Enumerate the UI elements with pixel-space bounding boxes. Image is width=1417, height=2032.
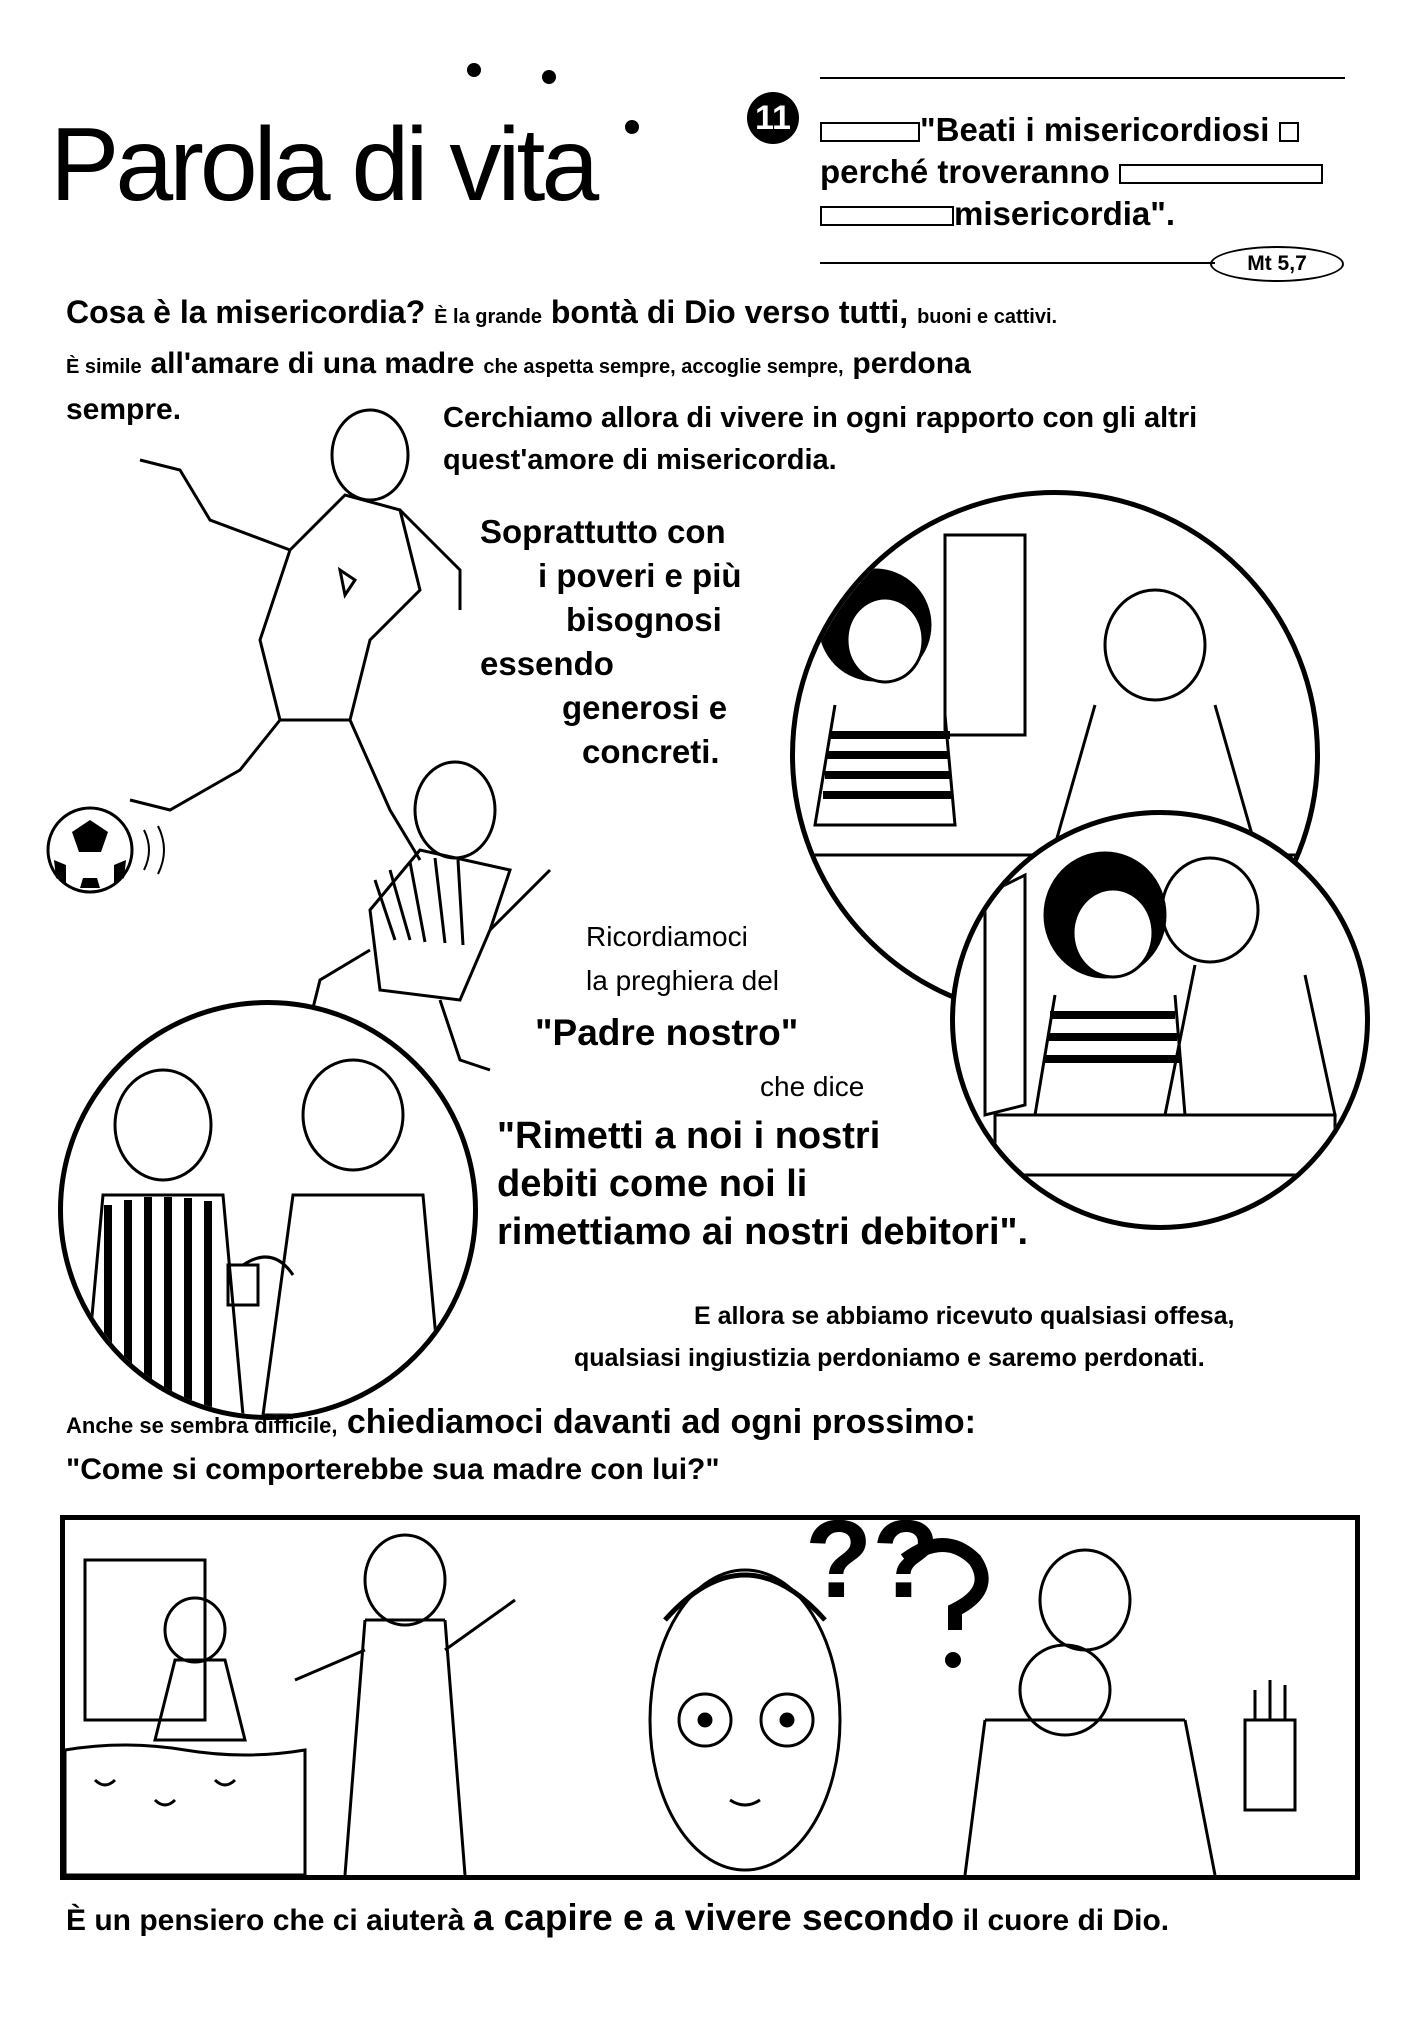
question-line-2: "Come si comporterebbe sua madre con lui?" xyxy=(66,1453,720,1486)
boys-scene xyxy=(63,1005,473,1415)
prayer-line-6: debiti come noi li xyxy=(497,1163,808,1205)
verse-line-1: "Beati i misericordiosi xyxy=(820,110,1299,150)
family-scene xyxy=(65,1520,1355,1875)
intro-line-2: È simile all'amare di una madre che aspetta sempre, accoglie sempre, perdona xyxy=(66,347,971,380)
prayer-line-7: rimettiamo ai nostri debitori". xyxy=(497,1211,1029,1253)
logo-dot-2 xyxy=(542,70,556,84)
block-poor: Soprattutto con i poveri e più bisognosi essendo generosi e concreti. xyxy=(480,513,742,770)
intro-line-4: quest'amore di misericordia. xyxy=(443,444,837,476)
logo-dot-1 xyxy=(467,63,481,77)
computer-scene xyxy=(955,815,1365,1225)
logo-text: Parola di vita xyxy=(50,107,596,223)
illustration-circle-computer xyxy=(950,810,1370,1230)
blank-box xyxy=(820,206,954,226)
issue-number: 11 xyxy=(755,99,791,137)
logo-dot-3 xyxy=(625,120,639,134)
prayer-line-4: che dice xyxy=(760,1071,865,1102)
blank-box xyxy=(820,122,920,142)
verse-reference: Mt 5,7 xyxy=(1210,246,1344,282)
offense-line-2: qualsiasi ingiustizia perdoniamo e saremo perdonati. xyxy=(574,1344,1205,1372)
question-line-1: Anche se sembra difficile, chiediamoci davanti ad ogni prossimo: xyxy=(66,1403,977,1441)
blank-square xyxy=(1279,122,1299,142)
verse-line-3: misericordia". xyxy=(820,194,1175,234)
bottom-illustration-panel xyxy=(60,1515,1360,1880)
header-rule-top xyxy=(820,77,1345,79)
prayer-line-3: "Padre nostro" xyxy=(535,1012,799,1053)
prayer-line-1: Ricordiamoci xyxy=(586,921,748,952)
blank-box xyxy=(1119,164,1323,184)
header-rule-bottom xyxy=(820,262,1215,264)
issue-badge xyxy=(747,92,799,144)
intro-line-1: Cosa è la misericordia? È la grande bontà di Dio verso tutti, buoni e cattivi. xyxy=(66,294,1058,330)
footer-line: È un pensiero che ci aiuterà a capire e a vivere secondo il cuore di Dio. xyxy=(66,1897,1170,1938)
offense-line-1: E allora se abbiamo ricevuto qualsiasi offesa, xyxy=(694,1302,1235,1330)
prayer-line-2: la preghiera del xyxy=(586,965,780,996)
question-marks: ?? xyxy=(805,1515,940,1621)
intro-line-3b: Cerchiamo allora di vivere in ogni rapporto con gli altri xyxy=(443,402,1198,434)
intro-line-3a: sempre. xyxy=(66,393,182,426)
logo xyxy=(50,105,790,225)
prayer-line-5: "Rimetti a noi i nostri xyxy=(497,1115,881,1157)
illustration-circle-boys xyxy=(58,1000,478,1420)
verse-line-2: perché troveranno xyxy=(820,152,1323,192)
